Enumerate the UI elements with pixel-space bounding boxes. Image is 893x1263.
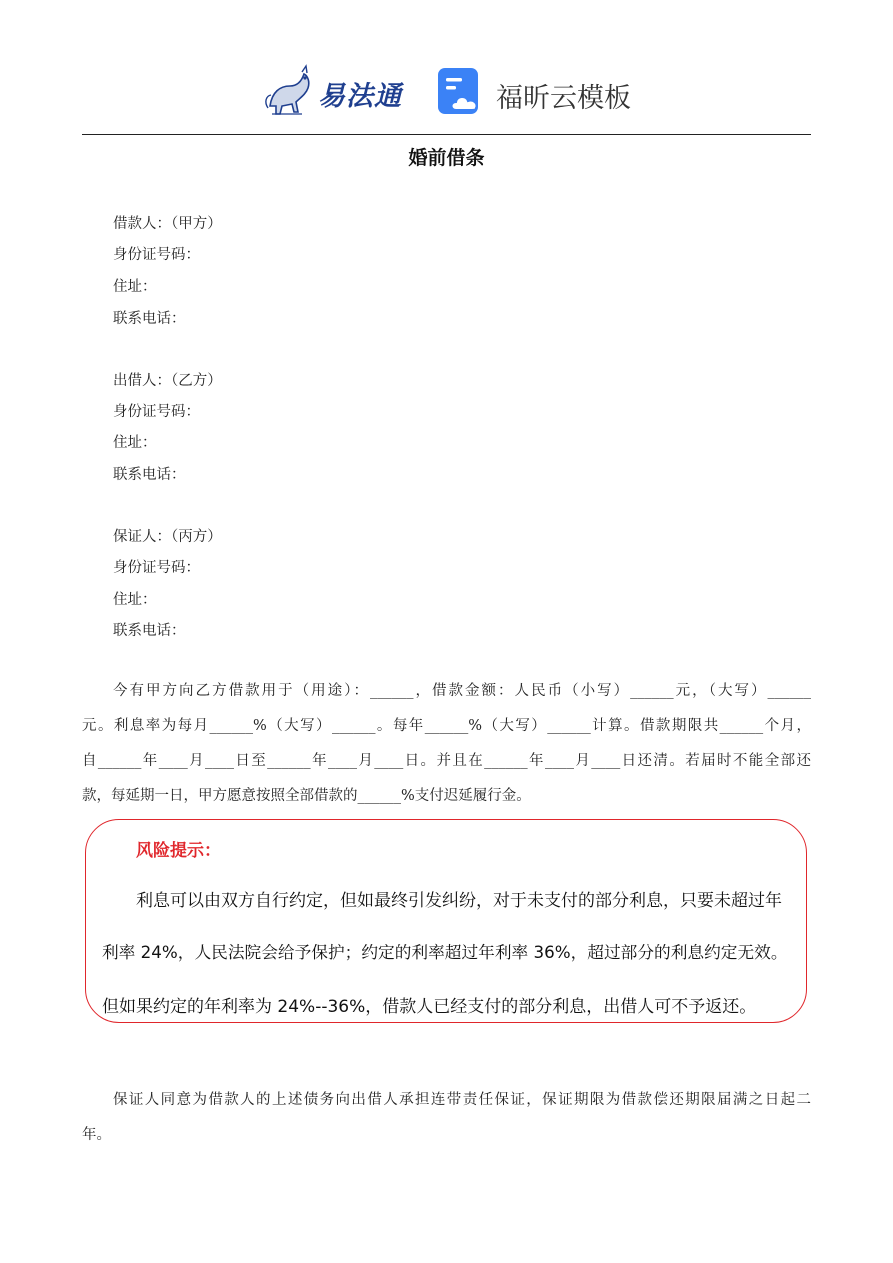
guarantor-role: 保证人：（丙方） — [113, 529, 222, 545]
guarantee-clause-line: 年。 — [82, 1127, 111, 1143]
document-title: 婚前借条 — [408, 147, 485, 169]
risk-notice-line: 但如果约定的年利率为 24%--36%，借款人已经支付的部分利息，出借人可不予返还。 — [102, 997, 757, 1017]
loan-clause-line: 元。利息率为每月______%（大写）______。每年______%（大写）______计算。借款期限共______个月， — [82, 718, 811, 734]
guarantee-clause — [82, 1083, 811, 1153]
lender-role: 出借人：（乙方） — [113, 373, 222, 389]
borrower-phone-label: 联系电话： — [113, 311, 186, 327]
yifatong-logo-text: 易法通 — [318, 81, 402, 112]
guarantee-clause-line: 保证人同意为借款人的上述债务向出借人承担连带责任保证，保证期限为借款偿还期限届满之日起二 — [113, 1092, 811, 1108]
foxit-template-logo — [436, 64, 636, 118]
yifatong-logo — [262, 62, 412, 118]
lender-address-label: 住址： — [113, 435, 157, 451]
guarantor-id-label: 身份证号码： — [113, 560, 200, 576]
borrower-role: 借款人：（甲方） — [113, 216, 222, 232]
header-divider — [82, 134, 811, 135]
lender-id-label: 身份证号码： — [113, 404, 200, 420]
risk-notice-box — [85, 819, 807, 1023]
loan-clause-line: 今有甲方向乙方借款用于（用途）：______，借款金额：人民币（小写）______元，（大写）______ — [113, 683, 811, 699]
risk-notice-line: 利息可以由双方自行约定，但如最终引发纠纷，对于未支付的部分利息，只要未超过年 — [136, 891, 782, 911]
loan-clause — [82, 674, 811, 814]
lender-phone-label: 联系电话： — [113, 467, 186, 483]
borrower-address-label: 住址： — [113, 279, 157, 295]
cloud-document-icon — [436, 66, 484, 116]
page-header — [0, 58, 893, 122]
borrower-id-label: 身份证号码： — [113, 247, 200, 263]
risk-notice-line: 利率 24%，人民法院会给予保护；约定的利率超过年利率 36%，超过部分的利息约定无效。 — [102, 942, 788, 962]
loan-clause-line: 自______年____月____日至______年____月____日。并且在______年____月____日还清。若届时不能全部还 — [82, 753, 811, 769]
guarantor-phone-label: 联系电话： — [113, 623, 186, 639]
qilin-mascot-icon — [262, 62, 318, 118]
risk-notice-title: 风险提示： — [136, 841, 221, 861]
guarantor-address-label: 住址： — [113, 592, 157, 608]
loan-clause-line: 款，每延期一日，甲方愿意按照全部借款的______%支付迟延履行金。 — [82, 788, 531, 804]
foxit-template-logo-text: 福昕云模板 — [496, 83, 631, 114]
